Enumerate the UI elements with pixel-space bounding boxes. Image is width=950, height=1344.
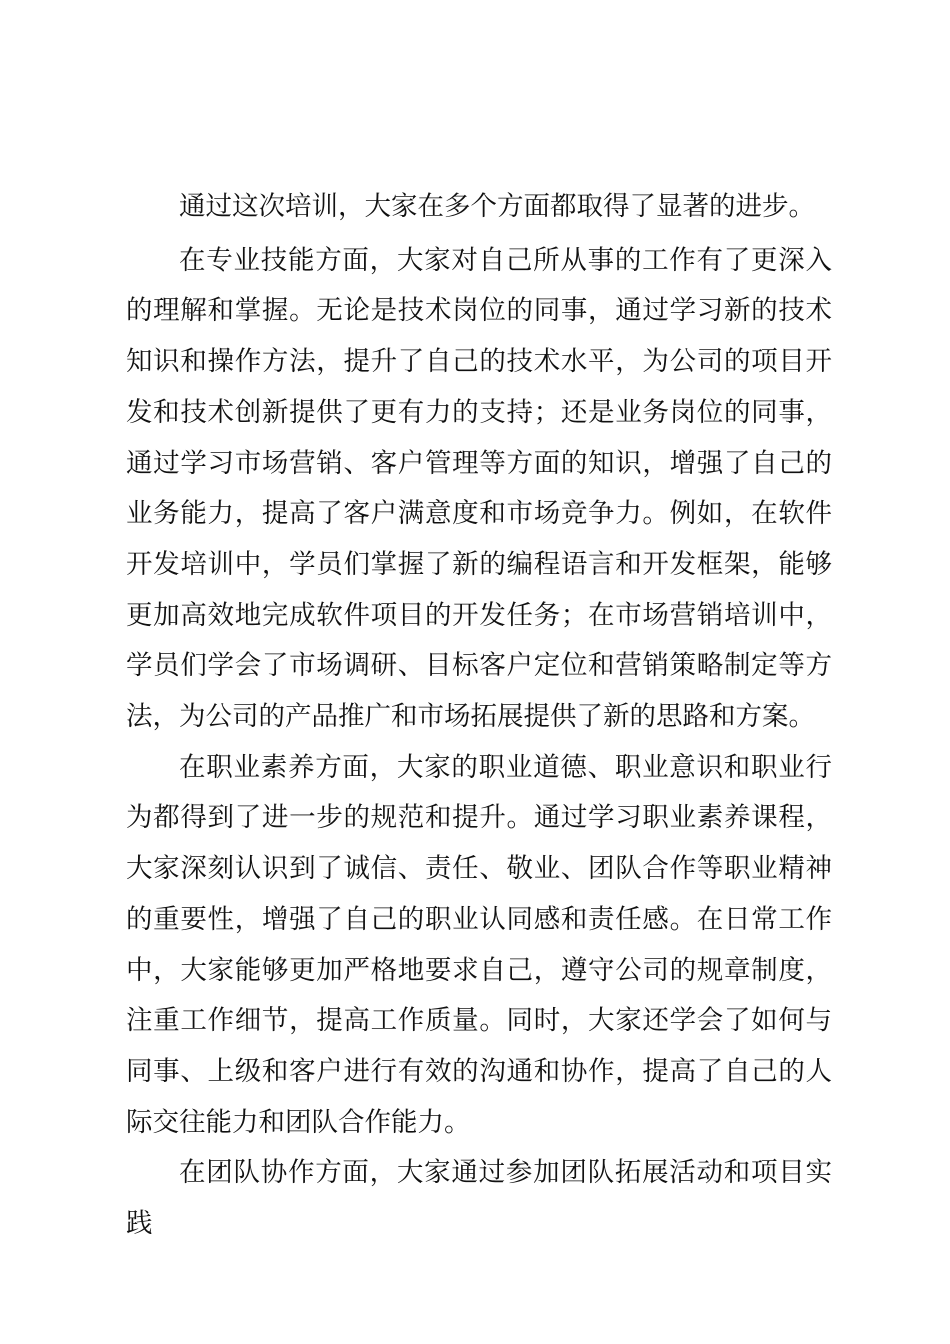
paragraph-intro: 通过这次培训，大家在多个方面都取得了显著的进步。 [179,191,815,222]
paragraph-professional-skills: 在专业技能方面，大家对自己所从事的工作有了更深入的理解和掌握。无论是技术岗位的同事，通过学习新的技术知识和操作方法，提升了自己的技术水平，为公司的项目开发和技术创新提供了更有力的支持；还是业务岗位的同事，通过学习市场营销、客户管理等方面的知识，增强了自己的业务能力，提高了客户满意度和市场竞争力。例如，在软件开发培训中，学员们掌握了新的编程语言和开发框架，能够更加高效地完成软件项目的开发任务；在市场营销培训中，学员们学会了市场调研、目标客户定位和营销策略制定等方法，为公司的产品推广和市场拓展提供了新的思路和方案。 [126,244,832,733]
paragraph-team-collaboration: 在团队协作方面，大家通过参加团队拓展活动和项目实践 [126,1157,832,1240]
paragraph-professional-quality: 在职业素养方面，大家的职业道德、职业意识和职业行为都得到了进一步的规范和提升。通过学习职业素养课程，大家深刻认识到了诚信、责任、敬业、团队合作等职业精神的重要性，增强了自己的职业认同感和责任感。在日常工作中，大家能够更加严格地要求自己，遵守公司的规章制度，注重工作细节，提高工作质量。同时，大家还学会了如何与同事、上级和客户进行有效的沟通和协作，提高了自己的人际交往能力和团队合作能力。 [126,751,832,1138]
document-body [126,182,832,1250]
